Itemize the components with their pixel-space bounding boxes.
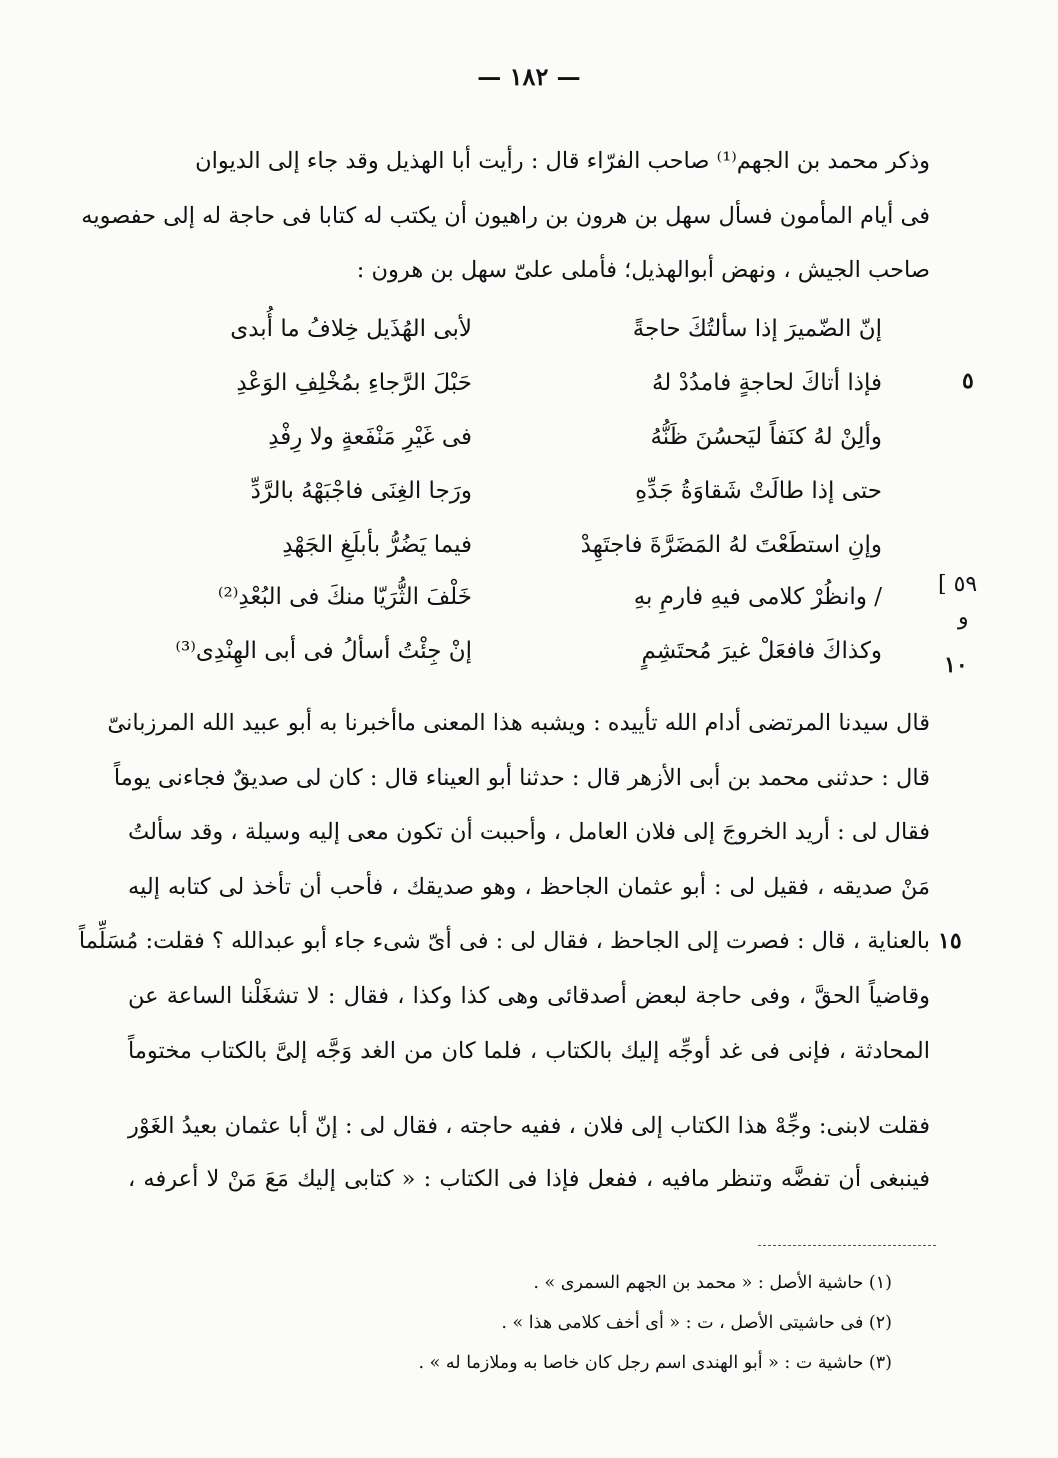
verse-second-hemistich: إنْ جِئْتُ أسألُ فى أبى الهِنْدِى⁽³⁾ <box>175 638 472 664</box>
poem-verse <box>136 528 882 562</box>
verse-second-hemistich: فيما يَضُرُّ بأبلَغِ الجَهْدِ <box>282 532 472 558</box>
verse-first-hemistich: وألِنْ لهُ كنَفاً ليَحسُنَ ظَنُّهُ <box>650 424 882 450</box>
verse-first-hemistich: إنّ الضّميرَ إذا سألتُكَ حاجةً <box>632 316 882 342</box>
page-number: — ١٨٢ — <box>477 62 581 91</box>
poem-verse <box>136 312 882 346</box>
poem-verse <box>136 634 882 668</box>
paragraph-line: وقاضياً الحقَّ ، وفى حاجة لبعض أصدقائى وهى كذا وكذا ، فقال : لا تشغَلْنا الساعة عن <box>128 983 930 1009</box>
line-number: ١٥ <box>938 928 962 954</box>
paragraph-line: فقال لى : أريد الخروجَ إلى فلان العامل ، وأحببت أن تكون معى إليه وسيلة ، وقد سألتُ <box>128 819 930 845</box>
poem-verse <box>136 580 882 614</box>
footnote: (٢) فى حاشيتى الأصل ، ت : « أى أخف كلامى هذا » . <box>501 1313 892 1333</box>
poem-verse <box>136 474 882 508</box>
margin-conjunction: و <box>958 605 969 630</box>
poem-verse <box>136 420 882 454</box>
footnote: (٣) حاشية ت : « أبو الهندى اسم رجل كان خاصا به وملازما له » . <box>418 1353 892 1373</box>
verse-first-hemistich: فإذا أتاكَ لحاجةٍ فامدُدْ لهُ <box>651 370 882 396</box>
paragraph-line: وذكر محمد بن الجهم⁽¹⁾ صاحب الفرّاء قال : رأيت أبا الهذيل وقد جاء إلى الديوان <box>195 148 930 174</box>
verse-first-hemistich: وكذاكَ فافعَلْ غيرَ مُحتَشِمٍ <box>641 638 882 664</box>
poem-verse <box>136 366 882 400</box>
verse-second-hemistich: ورَجا الغِنَى فاجْبَهْهُ بالرَّدِّ <box>250 478 472 504</box>
verse-second-hemistich: لأبى الهُذَيل خِلافُ ما أُبدى <box>230 316 472 342</box>
verse-first-hemistich: / وانظُرْ كلامى فيهِ فارمِ بهِ <box>633 584 882 610</box>
paragraph-line: قال سيدنا المرتضى أدام الله تأييده : ويشبه هذا المعنى ماأخبرنا به أبو عبيد الله المرزبانىّ <box>107 710 930 736</box>
verse-first-hemistich: حتى إذا طالَتْ شَقاوَةُ جَدِّهِ <box>635 478 882 504</box>
margin-page-reference: [ ٥٩ <box>938 572 978 597</box>
paragraph-line: صاحب الجيش ، ونهض أبوالهذيل؛ فأملى علىّ سهل بن هرون : <box>356 257 930 283</box>
line-number: ٥ <box>962 368 974 394</box>
paragraph-line: بالعناية ، قال : فصرت إلى الجاحظ ، فقال لى : فى أىّ شىء جاء أبو عبدالله ؟ فقلت: مُسَلِّماً <box>78 928 930 954</box>
verse-second-hemistich: فى غَيْرِ مَنْفَعةٍ ولا رِفْدِ <box>268 424 472 450</box>
paragraph-line: قال : حدثنى محمد بن أبى الأزهر قال : حدثنا أبو العيناء قال : كان لى صديقٌ فجاءنى يوماً <box>113 765 930 791</box>
paragraph-line: فقلت لابنى: وجِّهْ هذا الكتاب إلى فلان ، ففيه حاجته ، فقال لى : إنّ أبا عثمان بعيدُ الغَوْر <box>128 1113 930 1139</box>
paragraph-line: مَنْ صديقه ، فقيل لى : أبو عثمان الجاحظ ، وهو صديقك ، فأحب أن تأخذ لى كتابه إليه <box>128 874 930 900</box>
paragraph-line: فى أيام المأمون فسأل سهل بن هرون بن راهيون أن يكتب له كتابا فى حاجة له إلى حفصويه <box>81 203 930 229</box>
verse-second-hemistich: خَلْفَ الثُّرَيّا منكَ فى البُعْدِ⁽²⁾ <box>217 584 472 610</box>
paragraph-line: فينبغى أن تفضَّه وتنظر مافيه ، ففعل فإذا فى الكتاب : « كتابى إليك مَعَ مَنْ لا أعرفه ، <box>128 1166 930 1192</box>
footnote: (١) حاشية الأصل : « محمد بن الجهم السمرى » . <box>533 1273 892 1293</box>
paragraph-line: المحادثة ، فإنى فى غد أوجِّه إليك بالكتاب ، فلما كان من الغد وَجَّه إلىَّ بالكتاب مختوماً <box>128 1038 930 1064</box>
verse-second-hemistich: حَبْلَ الرَّجاءِ بمُخْلِفِ الوَعْدِ <box>236 370 472 396</box>
line-number: ١٠ <box>944 652 968 678</box>
verse-first-hemistich: وإنِ استطَعْتَ لهُ المَضَرَّةَ فاجتَهِدْ <box>580 532 882 558</box>
footnote-separator <box>758 1245 936 1246</box>
